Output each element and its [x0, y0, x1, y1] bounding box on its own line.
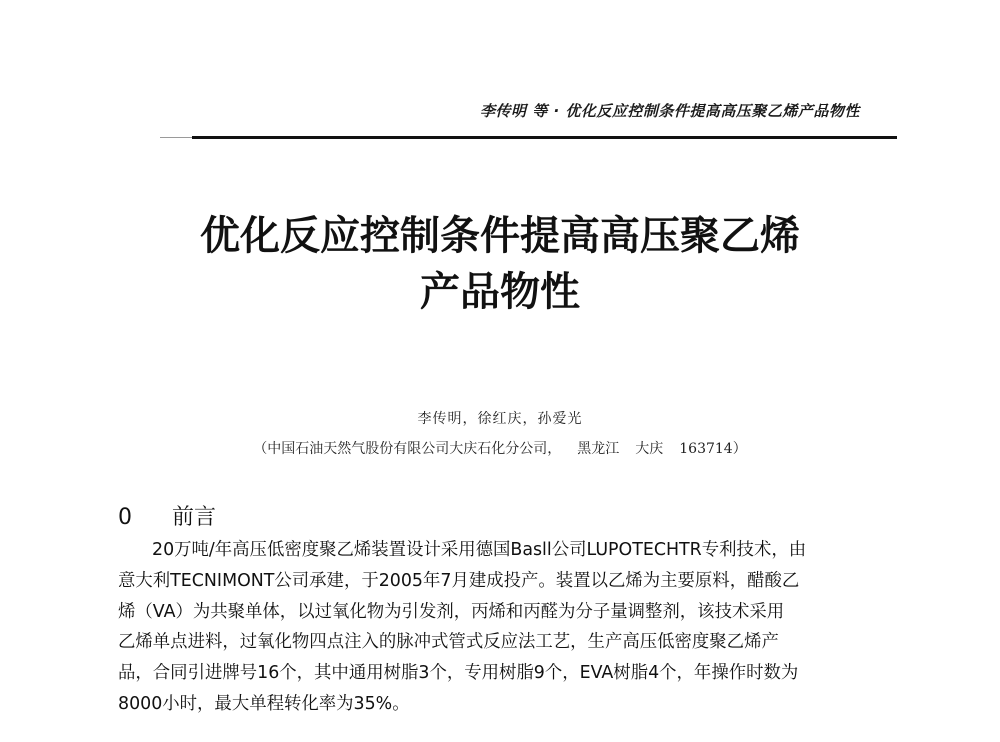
paragraph-line: 20万吨/年高压低密度聚乙烯装置设计采用德国Basll公司LUPOTECHTR专利技术，由	[152, 540, 807, 560]
running-header: 李传明 等 · 优化反应控制条件提高高压聚乙烯产品物性	[480, 102, 860, 120]
author-list: 李传明，徐红庆，孙爱光	[417, 411, 583, 427]
intro-paragraph	[118, 535, 888, 720]
paragraph-line: 乙烯单点进料，过氧化物四点注入的脉冲式管式反应法工艺，生产高压低密度聚乙烯产	[118, 632, 779, 653]
affiliation-org: （中国石油天然气股份有限公司大庆石化分公司，	[253, 441, 562, 457]
section-heading	[118, 500, 216, 531]
section-title: 前言	[172, 505, 217, 530]
affiliation-province: 黑龙江	[577, 441, 620, 457]
affiliation-city: 大庆	[635, 441, 664, 457]
paragraph-line: 品，合同引进牌号16个，其中通用树脂3个，专用树脂9个，EVA树脂4个，年操作时数为	[118, 663, 799, 684]
affiliation	[0, 438, 1000, 458]
title-line-1: 优化反应控制条件提高高压聚乙烯	[200, 213, 800, 259]
paragraph-line: 8000小时，最大单程转化率为35%。	[118, 693, 410, 714]
affiliation-postcode: 163714）	[679, 441, 747, 457]
title-line-2: 产品物性	[420, 269, 580, 315]
paragraph-line: 意大利TECNIMONT公司承建，于2005年7月建成投产。装置以乙烯为主要原料，醋酸乙	[118, 570, 800, 591]
paragraph-line: 烯（VA）为共聚单体，以过氧化物为引发剂，丙烯和丙醛为分子量调整剂，该技术采用	[118, 601, 785, 622]
paper-title	[0, 208, 1000, 320]
header-rule	[192, 136, 897, 139]
section-number: 0	[118, 505, 132, 530]
